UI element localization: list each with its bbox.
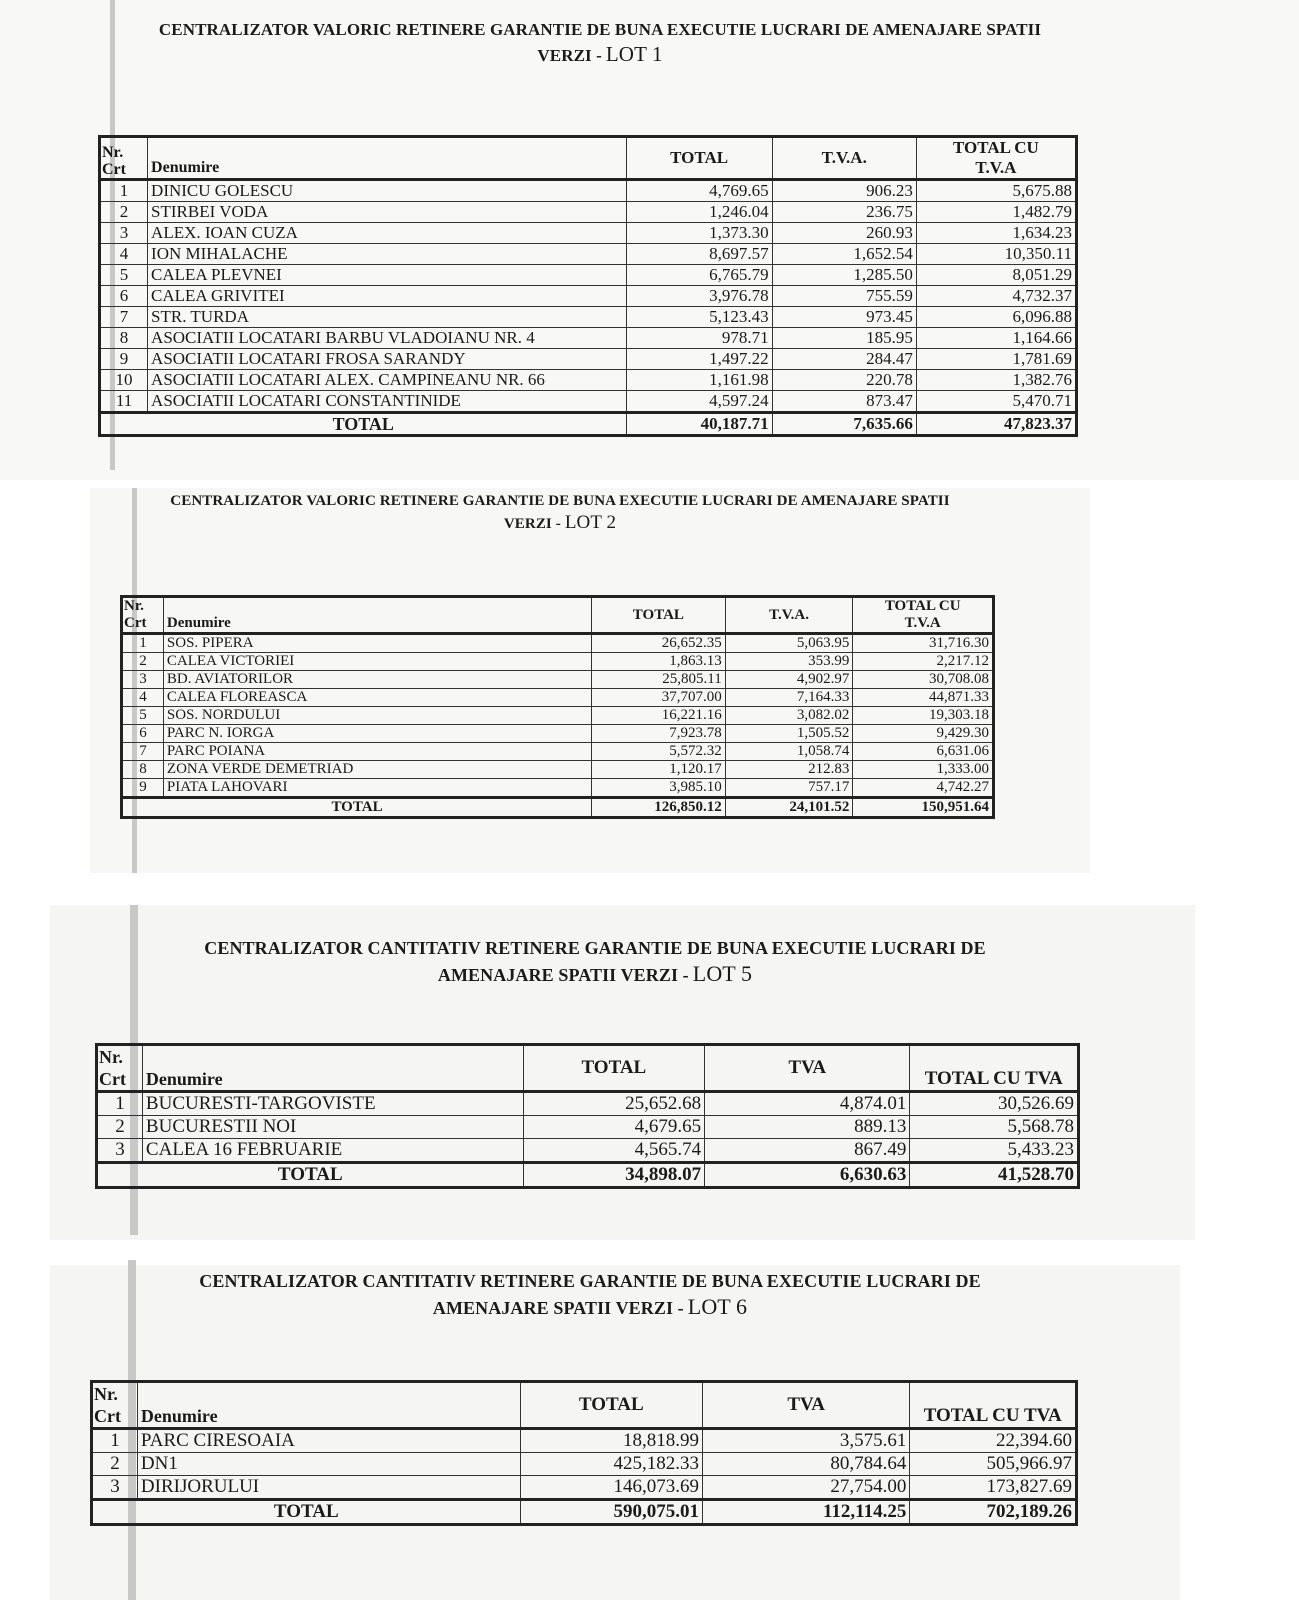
cell-total: 16,221.16 [592,707,726,725]
cell-denumire: BUCURESTII NOI [142,1116,523,1139]
cell-tva: 1,058.74 [725,743,853,761]
cell-total: 5,572.32 [592,743,726,761]
cell-denumire: BD. AVIATORILOR [163,671,591,689]
cell-total-cu-tva: 22,394.60 [910,1429,1077,1453]
cell-denumire: CALEA GRIVITEI [148,286,626,307]
col-header-denumire: Denumire [148,137,626,180]
table-row [122,725,994,743]
table-row [100,180,1077,202]
cell-denumire: CALEA FLOREASCA [163,689,591,707]
cell-tva: 906.23 [772,180,916,202]
cell-nr: 6 [122,725,164,743]
cell-total: 6,765.79 [626,265,772,286]
cell-nr: 1 [97,1092,143,1116]
cell-tva: 1,652.54 [772,244,916,265]
cell-tva: 80,784.64 [703,1453,910,1476]
table-row [100,370,1077,391]
cell-total: 1,120.17 [592,761,726,779]
cell-denumire: BUCURESTI-TARGOVISTE [142,1092,523,1116]
cell-denumire: CALEA 16 FEBRUARIE [142,1139,523,1163]
table-row [122,634,994,653]
lot6-title-line1: CENTRALIZATOR CANTITATIV RETINERE GARANTIE DE BUNA EXECUTIE LUCRARI DE [199,1271,981,1291]
cell-tva-sum: 7,635.66 [772,413,916,436]
col-header-tva: T.V.A. [725,597,853,634]
col-header-total: TOTAL [523,1045,704,1092]
cell-total-cu-tva: 4,742.27 [853,779,994,798]
col-header-total: TOTAL [520,1382,703,1429]
cell-denumire: STIRBEI VODA [148,202,626,223]
cell-total-cu-tva: 1,781.69 [916,349,1076,370]
table-header-row [92,1382,1077,1429]
lot5-title-line2: AMENAJARE SPATII VERZI - [437,965,689,985]
col-header-denumire: Denumire [163,597,591,634]
table-row [97,1139,1079,1163]
table-header-row [100,137,1077,180]
table-row [100,391,1077,413]
col-header-total: TOTAL [592,597,726,634]
table-row [92,1476,1077,1500]
col-header-nr-crt: Nr. Crt [97,1045,143,1092]
table-row [100,202,1077,223]
table-row [100,223,1077,244]
cell-total-cu-tva: 5,675.88 [916,180,1076,202]
cell-total: 25,652.68 [523,1092,704,1116]
table-row [100,349,1077,370]
cell-total-cu-tva: 1,164.66 [916,328,1076,349]
cell-total-cu-tva-sum: 47,823.37 [916,413,1076,436]
table-row [100,265,1077,286]
cell-total-cu-tva: 1,333.00 [853,761,994,779]
cell-nr: 2 [122,653,164,671]
cell-total-sum: 40,187.71 [626,413,772,436]
cell-total: 146,073.69 [520,1476,703,1500]
lot5-table [95,1043,1080,1189]
totals-label: TOTAL [92,1500,521,1525]
cell-tva: 973.45 [772,307,916,328]
cell-tva: 7,164.33 [725,689,853,707]
cell-denumire: ION MIHALACHE [148,244,626,265]
cell-total-cu-tva-sum: 702,189.26 [910,1500,1077,1525]
cell-tva: 755.59 [772,286,916,307]
table-row [97,1092,1079,1116]
cell-total: 25,805.11 [592,671,726,689]
cell-tva: 236.75 [772,202,916,223]
cell-total-cu-tva: 5,470.71 [916,391,1076,413]
cell-total-cu-tva-sum: 150,951.64 [853,798,994,818]
col-header-tva: TVA [703,1382,910,1429]
table-row [122,743,994,761]
cell-total-cu-tva: 1,382.76 [916,370,1076,391]
cell-denumire: CALEA PLEVNEI [148,265,626,286]
cell-total-sum: 590,075.01 [520,1500,703,1525]
cell-total: 1,161.98 [626,370,772,391]
table-row [122,707,994,725]
totals-row [92,1500,1077,1525]
cell-tva: 867.49 [705,1139,910,1163]
cell-nr: 11 [100,391,148,413]
table-row [100,286,1077,307]
cell-total-cu-tva: 9,429.30 [853,725,994,743]
cell-tva: 5,063.95 [725,634,853,653]
table-row [97,1116,1079,1139]
totals-row [122,798,994,818]
cell-total: 1,863.13 [592,653,726,671]
cell-denumire: DINICU GOLESCU [148,180,626,202]
table-row [92,1453,1077,1476]
cell-total-cu-tva: 173,827.69 [910,1476,1077,1500]
cell-nr: 3 [100,223,148,244]
cell-total: 3,976.78 [626,286,772,307]
totals-label: TOTAL [100,413,627,436]
table-row [100,307,1077,328]
cell-denumire: PARC CIRESOAIA [137,1429,520,1453]
table-row [122,671,994,689]
table-header-row [97,1045,1079,1092]
lot2-title-line2: VERZI - [503,516,561,532]
cell-denumire: PARC POIANA [163,743,591,761]
cell-nr: 10 [100,370,148,391]
cell-tva: 185.95 [772,328,916,349]
table-row [122,779,994,798]
table-row [122,689,994,707]
cell-nr: 8 [100,328,148,349]
cell-tva: 284.47 [772,349,916,370]
cell-denumire: PARC N. IORGA [163,725,591,743]
cell-denumire: ASOCIATII LOCATARI FROSA SARANDY [148,349,626,370]
cell-tva: 27,754.00 [703,1476,910,1500]
cell-denumire: PIATA LAHOVARI [163,779,591,798]
lot1-title-line2: VERZI - [537,46,602,65]
cell-total: 37,707.00 [592,689,726,707]
cell-total-cu-tva: 5,568.78 [910,1116,1079,1139]
lot1-section [100,18,1100,68]
cell-tva-sum: 24,101.52 [725,798,853,818]
cell-total: 18,818.99 [520,1429,703,1453]
lot2-title [125,490,995,535]
totals-label: TOTAL [122,798,592,818]
cell-total: 26,652.35 [592,634,726,653]
cell-tva: 212.83 [725,761,853,779]
lot6-section [135,1268,1045,1321]
cell-nr: 2 [97,1116,143,1139]
cell-tva: 757.17 [725,779,853,798]
cell-total: 4,769.65 [626,180,772,202]
col-header-tva: TVA [705,1045,910,1092]
cell-denumire: STR. TURDA [148,307,626,328]
cell-denumire: ZONA VERDE DEMETRIAD [163,761,591,779]
lot2-section [125,490,995,535]
lot2-table [120,595,995,819]
cell-total: 5,123.43 [626,307,772,328]
cell-nr: 2 [92,1453,138,1476]
cell-nr: 3 [97,1139,143,1163]
cell-nr: 5 [100,265,148,286]
cell-total: 3,985.10 [592,779,726,798]
lot2-title-line1: CENTRALIZATOR VALORIC RETINERE GARANTIE DE BUNA EXECUTIE LUCRARI DE AMENAJARE SPATII [170,493,950,509]
table-row [122,761,994,779]
cell-total-cu-tva: 19,303.18 [853,707,994,725]
table-header-row [122,597,994,634]
cell-total-cu-tva: 4,732.37 [916,286,1076,307]
lot5-section [140,935,1050,988]
cell-tva-sum: 112,114.25 [703,1500,910,1525]
lot1-title-line1: CENTRALIZATOR VALORIC RETINERE GARANTIE DE BUNA EXECUTIE LUCRARI DE AMENAJARE SPATII [158,20,1042,39]
col-header-total-cu-tva: TOTAL CU TVA [910,1382,1077,1429]
cell-denumire: ASOCIATII LOCATARI CONSTANTINIDE [148,391,626,413]
lot1-table [98,135,1078,437]
col-header-tva: T.V.A. [772,137,916,180]
cell-denumire: SOS. PIPERA [163,634,591,653]
cell-total: 7,923.78 [592,725,726,743]
cell-total: 4,565.74 [523,1139,704,1163]
cell-tva: 3,575.61 [703,1429,910,1453]
cell-denumire: DIRIJORULUI [137,1476,520,1500]
cell-total: 4,597.24 [626,391,772,413]
col-header-total-cu-tva: TOTAL CU TVA [910,1045,1079,1092]
cell-nr: 9 [100,349,148,370]
cell-tva: 260.93 [772,223,916,244]
cell-nr: 5 [122,707,164,725]
lot1-lot-label: LOT 1 [605,42,663,66]
cell-tva: 4,874.01 [705,1092,910,1116]
cell-nr: 9 [122,779,164,798]
cell-denumire: ASOCIATII LOCATARI ALEX. CAMPINEANU NR. 66 [148,370,626,391]
cell-nr: 7 [122,743,164,761]
totals-row [100,413,1077,436]
cell-total-sum: 34,898.07 [523,1163,704,1188]
cell-total-cu-tva: 10,350.11 [916,244,1076,265]
cell-total-cu-tva: 1,482.79 [916,202,1076,223]
cell-total: 978.71 [626,328,772,349]
lot6-title [135,1268,1045,1321]
lot5-title-line1: CENTRALIZATOR CANTITATIV RETINERE GARANTIE DE BUNA EXECUTIE LUCRARI DE [204,938,986,958]
cell-tva: 889.13 [705,1116,910,1139]
cell-denumire: SOS. NORDULUI [163,707,591,725]
cell-nr: 4 [100,244,148,265]
lot6-lot-label: LOT 6 [687,1294,748,1319]
cell-denumire: ASOCIATII LOCATARI BARBU VLADOIANU NR. 4 [148,328,626,349]
cell-nr: 1 [122,634,164,653]
cell-total-cu-tva: 8,051.29 [916,265,1076,286]
cell-nr: 1 [100,180,148,202]
cell-nr: 8 [122,761,164,779]
lot5-lot-label: LOT 5 [692,961,753,986]
totals-label: TOTAL [97,1163,524,1188]
cell-total: 1,373.30 [626,223,772,244]
col-header-total: TOTAL [626,137,772,180]
table-row [92,1429,1077,1453]
col-header-denumire: Denumire [137,1382,520,1429]
cell-denumire: DN1 [137,1453,520,1476]
cell-nr: 6 [100,286,148,307]
cell-total-cu-tva: 2,217.12 [853,653,994,671]
cell-nr: 3 [92,1476,138,1500]
col-header-nr-crt: Nr. Crt [100,137,148,180]
col-header-total-cu-tva: TOTAL CU T.V.A [853,597,994,634]
cell-tva-sum: 6,630.63 [705,1163,910,1188]
table-row [100,328,1077,349]
cell-total-cu-tva: 1,634.23 [916,223,1076,244]
cell-total-sum: 126,850.12 [592,798,726,818]
cell-tva: 353.99 [725,653,853,671]
cell-total: 4,679.65 [523,1116,704,1139]
col-header-nr-crt: Nr. Crt [92,1382,138,1429]
col-header-total-cu-tva: TOTAL CU T.V.A [916,137,1076,180]
cell-total-cu-tva: 6,631.06 [853,743,994,761]
cell-denumire: CALEA VICTORIEI [163,653,591,671]
lot5-title [140,935,1050,988]
cell-total-cu-tva: 44,871.33 [853,689,994,707]
cell-total-cu-tva: 505,966.97 [910,1453,1077,1476]
cell-total-cu-tva: 31,716.30 [853,634,994,653]
lot6-table [90,1380,1078,1526]
table-row [100,244,1077,265]
cell-tva: 1,285.50 [772,265,916,286]
cell-tva: 3,082.02 [725,707,853,725]
cell-denumire: ALEX. IOAN CUZA [148,223,626,244]
cell-total-cu-tva: 30,708.08 [853,671,994,689]
cell-nr: 1 [92,1429,138,1453]
cell-total: 1,497.22 [626,349,772,370]
totals-row [97,1163,1079,1188]
cell-nr: 3 [122,671,164,689]
col-header-denumire: Denumire [142,1045,523,1092]
col-header-nr-crt: Nr. Crt [122,597,164,634]
cell-nr: 2 [100,202,148,223]
cell-nr: 4 [122,689,164,707]
lot6-title-line2: AMENAJARE SPATII VERZI - [432,1298,684,1318]
cell-tva: 1,505.52 [725,725,853,743]
cell-tva: 4,902.97 [725,671,853,689]
cell-nr: 7 [100,307,148,328]
cell-tva: 873.47 [772,391,916,413]
table-row [122,653,994,671]
lot2-lot-label: LOT 2 [564,512,617,533]
cell-total: 8,697.57 [626,244,772,265]
cell-total-cu-tva-sum: 41,528.70 [910,1163,1079,1188]
cell-total-cu-tva: 30,526.69 [910,1092,1079,1116]
lot1-title [100,18,1100,68]
cell-total-cu-tva: 6,096.88 [916,307,1076,328]
cell-total: 1,246.04 [626,202,772,223]
cell-total: 425,182.33 [520,1453,703,1476]
cell-tva: 220.78 [772,370,916,391]
cell-total-cu-tva: 5,433.23 [910,1139,1079,1163]
